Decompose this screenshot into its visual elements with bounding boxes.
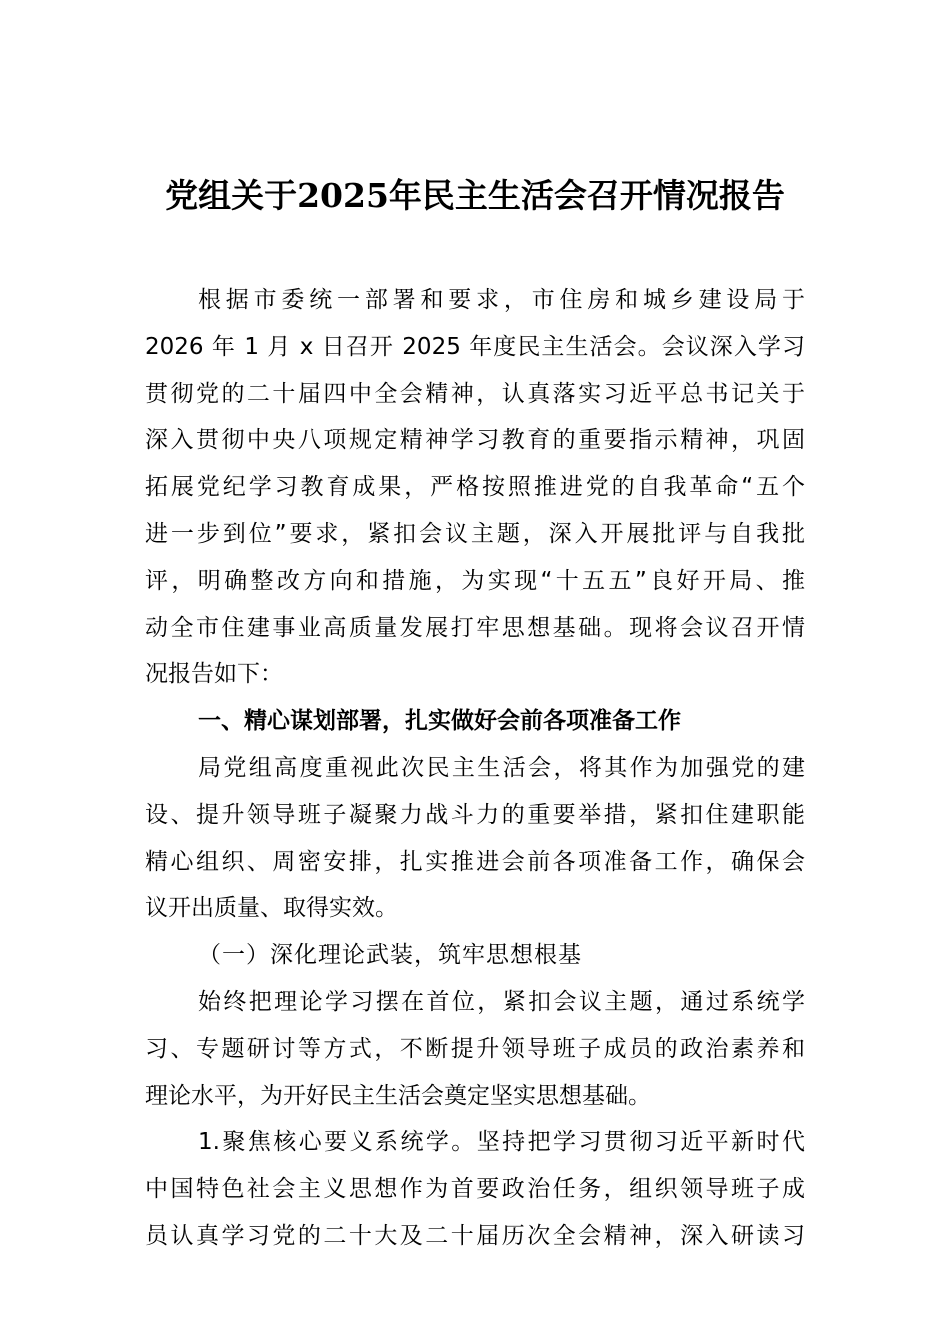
text-line: 进一步到位”要求，紧扣会议主题，深入开展批评与自我批: [145, 520, 805, 547]
paragraph-intro: [145, 277, 805, 698]
text-line: 设、提升领导班子凝聚力战斗力的重要举措，紧扣住建职能: [145, 801, 805, 828]
text-line: 拓展党纪学习教育成果，严格按照推进党的自我革命“五个: [145, 474, 805, 501]
text-line: 议开出质量、取得实效。: [145, 895, 398, 922]
text-line: 中国特色社会主义思想作为首要政治任务，组织领导班子成: [145, 1176, 805, 1203]
subsection-heading-1: [145, 932, 805, 979]
paragraph-theory: [145, 979, 805, 1119]
text-line: 动全市住建事业高质量发展打牢思想基础。现将会议召开情: [145, 614, 805, 641]
paragraph-preparation: [145, 745, 805, 932]
document-title: 党组关于2025年民主生活会召开情况报告: [165, 176, 785, 215]
text-line: 习、专题研讨等方式，不断提升领导班子成员的政治素养和: [145, 1035, 805, 1062]
heading-text: （一）深化理论武装，筑牢思想根基: [198, 942, 582, 969]
text-line: 2026 年 1 月 x 日召开 2025 年度民主生活会。会议深入学习: [145, 333, 805, 360]
heading-text: 一、精心谋划部署，扎实做好会前各项准备工作: [198, 708, 681, 735]
text-line: 理论水平，为开好民主生活会奠定坚实思想基础。: [145, 1082, 651, 1109]
document-body: [145, 277, 805, 1260]
text-line: 始终把理论学习摆在首位，紧扣会议主题，通过系统学: [198, 988, 805, 1015]
text-line: 员认真学习党的二十大及二十届历次全会精神，深入研读习: [145, 1222, 805, 1249]
text-line: 根据市委统一部署和要求，市住房和城乡建设局于: [198, 287, 805, 313]
text-line: 精心组织、周密安排，扎实推进会前各项准备工作，确保会: [145, 848, 805, 875]
text-line: 深入贯彻中央八项规定精神学习教育的重要指示精神，巩固: [145, 427, 805, 454]
text-line: 1.聚焦核心要义系统学。坚持把学习贯彻习近平新时代: [198, 1129, 805, 1156]
text-line: 况报告如下：: [145, 661, 283, 688]
paragraph-item-1: [145, 1119, 805, 1259]
section-heading-1: [145, 698, 805, 745]
text-line: 贯彻党的二十届四中全会精神，认真落实习近平总书记关于: [145, 380, 805, 407]
text-line: 评，明确整改方向和措施，为实现“十五五”良好开局、推: [145, 567, 805, 594]
text-line: 局党组高度重视此次民主生活会，将其作为加强党的建: [198, 754, 805, 781]
